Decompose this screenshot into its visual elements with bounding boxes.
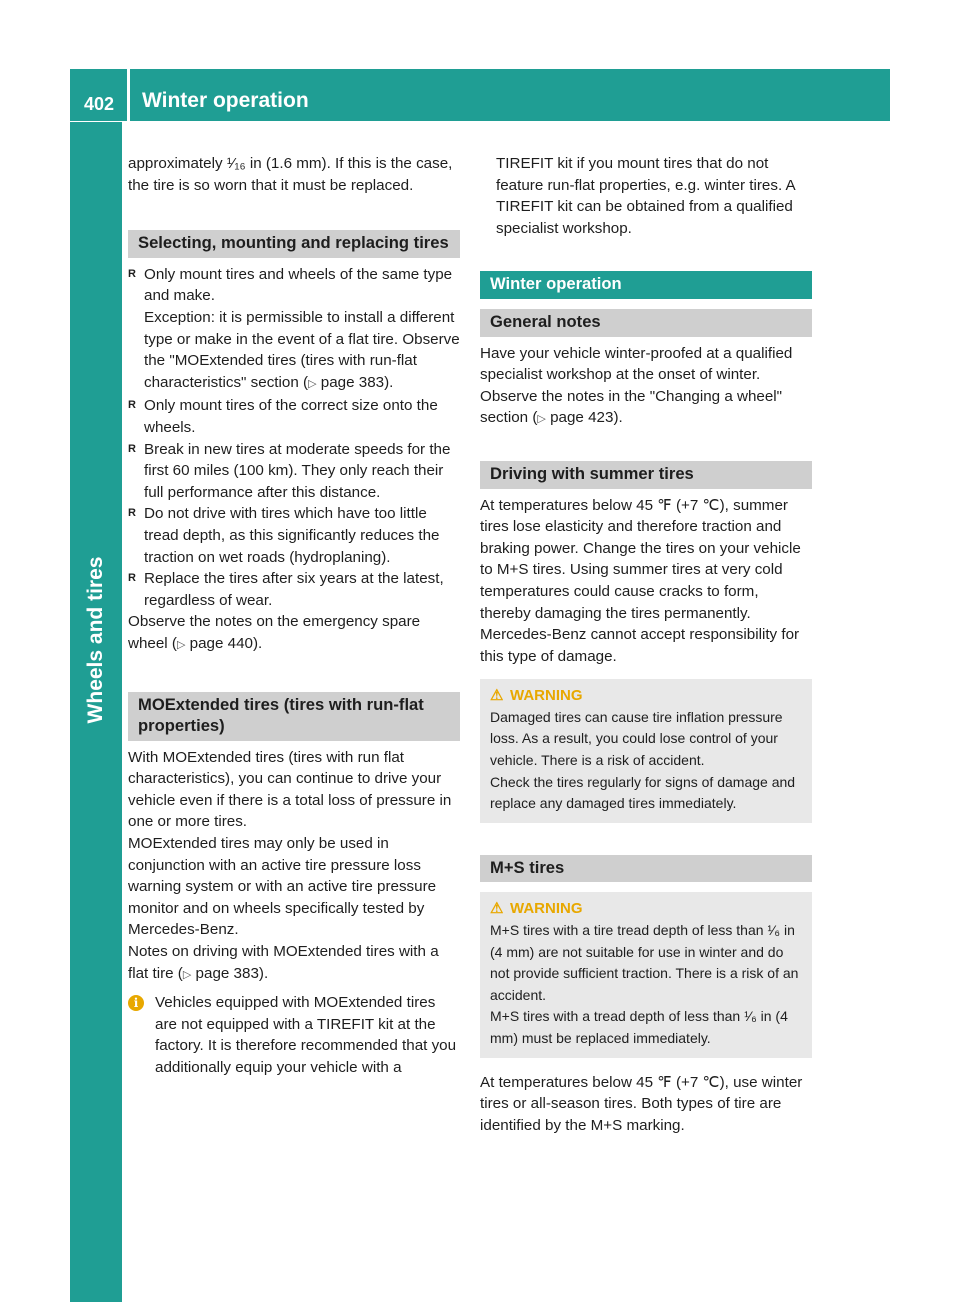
intro-paragraph: approximately ¹⁄₁₆ in (1.6 mm). If this is the case, the tire is so worn that it must be replaced. — [128, 155, 453, 194]
section-heading-general-notes: General notes — [480, 309, 812, 337]
warning-text-1: M+S tires with a tire tread depth of less than ¹⁄₆ in (4 mm) are not suitable for use in winter and do not provide sufficient traction. There is a risk of an accident. — [490, 922, 799, 1003]
list-item: R Do not drive with tires which have too little tread depth, as this significantly reduces the traction on wet roads (hydroplaning). — [128, 503, 460, 568]
list-item: R Replace the tires after six years at the latest, regardless of wear. — [128, 568, 460, 611]
section-heading-winter-operation: Winter operation — [480, 271, 812, 299]
tire-rules-list — [128, 264, 460, 307]
ms-paragraph: At temperatures below 45 ℉ (+7 ℃), use winter tires or all-season tires. Both types of tire are identified by the M+S marking. — [480, 1073, 803, 1134]
section-heading-ms-tires: M+S tires — [480, 855, 812, 883]
page-number: 402 — [84, 94, 115, 114]
summer-paragraph: At temperatures below 45 ℉ (+7 ℃), summer tires lose elasticity and therefore traction and braking power. Change the tires on your vehicle to M+S tires. Using summer tires at very cold temperatures could cause cracks to form, thereby damaging the tires permanently. Mercedes-Benz cannot accept responsibility for this type of damage. — [480, 496, 801, 665]
moextended-paragraph-2: MOExtended tires may only be used in conjunction with an active tire pressure loss warning system or with an active tire pressure monitor and on wheels specifically tested by Mercedes-Benz. — [128, 835, 437, 939]
side-tab — [70, 440, 122, 840]
list-item: R Only mount tires of the correct size onto the wheels. — [128, 395, 460, 438]
section-heading-summer-tires: Driving with summer tires — [480, 461, 812, 489]
exception-paragraph: Exception: it is permissible to install a different type or make in the event of a flat tire. Observe the "MOExtended tires (tires with run-flat characteristics" section (▷ page 383). — [144, 308, 460, 391]
side-tab-marker — [70, 1015, 122, 1067]
info-note: i Vehicles equipped with MOExtended tires are not equipped with a TIREFIT kit at the factory. It is therefore recommended that you additionally equip your vehicle with a — [128, 992, 460, 1078]
section-heading-selecting: Selecting, mounting and replacing tires — [128, 230, 460, 258]
warning-triangle-icon: ⚠ — [490, 687, 504, 705]
info-icon: i — [128, 995, 144, 1011]
warning-text-2: M+S tires with a tread depth of less than ¹⁄₆ in (4 mm) must be replaced immediately. — [490, 1008, 788, 1046]
warning-box-ms: ⚠ WARNING M+S tires with a tire tread depth of less than ¹⁄₆ in (4 mm) are not suitable for use in winter and do not provide sufficient traction. There is a risk of an accident. M+S tires with a tread depth of less than ¹⁄₆ in (4 mm) must be replaced immediately. — [480, 892, 812, 1057]
right-column — [480, 153, 812, 1136]
page-ref-arrow-icon: ▷ — [182, 968, 192, 981]
warning-text-1: Damaged tires can cause tire inflation pressure loss. As a result, you could lose control of your vehicle. There is a risk of accident. — [490, 708, 783, 769]
warning-triangle-icon: ⚠ — [490, 900, 504, 918]
side-tab-label: Wheels and tires — [84, 556, 107, 724]
page-ref-arrow-icon: ▷ — [537, 413, 546, 426]
general-paragraph-1: Have your vehicle winter-proofed at a qualified specialist workshop at the onset of winter. — [480, 344, 793, 384]
page-title: Winter operation — [142, 89, 309, 112]
general-paragraph-2: Observe the notes in the "Changing a wheel" section (▷ page 423). — [480, 387, 783, 427]
warning-text-2: Check the tires regularly for signs of damage and replace any damaged tires immediately. — [490, 773, 796, 812]
warning-box-summer: ⚠ WARNING Damaged tires can cause tire inflation pressure loss. As a result, you could lose control of your vehicle. There is a risk of accident. Check the tires regularly for signs of damage and replace any damaged tires immediately. — [480, 679, 812, 823]
page-ref-arrow-icon: ▷ — [308, 377, 317, 390]
section-heading-moextended: MOExtended tires (tires with run-flat properties) — [128, 692, 460, 740]
moextended-paragraph-1: With MOExtended tires (tires with run flat characteristics), you can continue to drive your vehicle even if there is a total loss of pressure in one or more tires. — [128, 748, 452, 831]
spare-wheel-note: Observe the notes on the emergency spare wheel (▷ page 440). — [128, 613, 421, 652]
page-ref-arrow-icon: ▷ — [176, 638, 186, 651]
moextended-paragraph-3: Notes on driving with MOExtended tires with a flat tire (▷ page 383). — [128, 943, 439, 982]
list-item: R Only mount tires and wheels of the same type and make. — [128, 264, 460, 307]
info-note-continued: TIREFIT kit if you mount tires that do not feature run-flat properties, e.g. winter tires. A TIREFIT kit can be obtained from a qualified specialist workshop. — [496, 155, 795, 237]
header-divider — [127, 69, 130, 121]
left-column — [128, 153, 460, 1079]
list-item: R Break in new tires at moderate speeds for the first 60 miles (100 km). They only reach their full performance after this distance. — [128, 439, 460, 504]
